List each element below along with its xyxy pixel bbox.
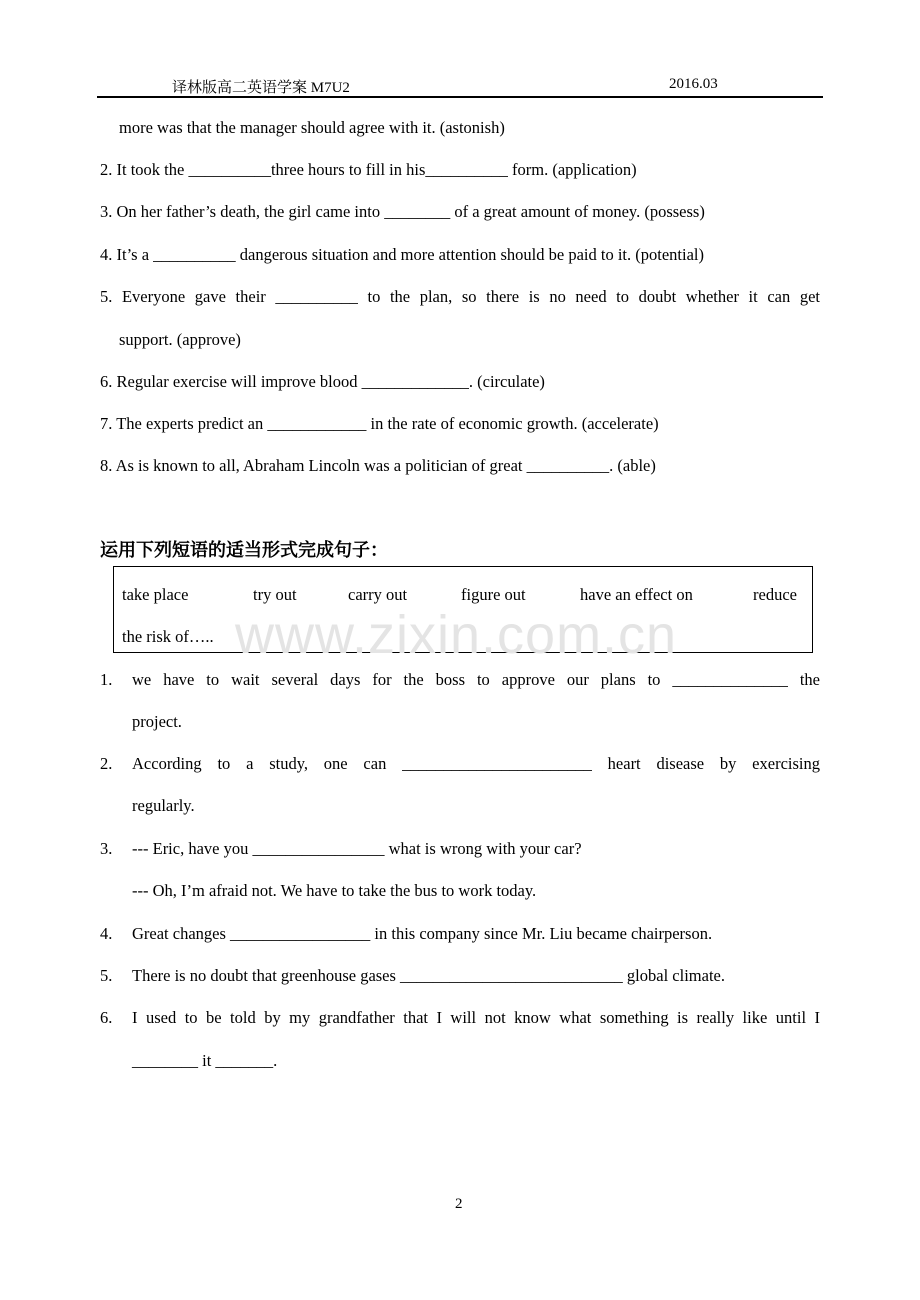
sentence-1-continued: project.	[132, 712, 182, 731]
question-6: 6. Regular exercise will improve blood _____________. (circulate)	[100, 372, 545, 391]
item-number: 5.	[100, 966, 113, 985]
question-8: 8. As is known to all, Abraham Lincoln was a politician of great __________. (able)	[100, 456, 656, 475]
sentence-2: According to a study, one can _______________________ heart disease by exercising	[132, 754, 820, 773]
item-number: 3.	[100, 839, 113, 858]
phrase: figure out	[461, 585, 526, 604]
question-4: 4. It’s a __________ dangerous situation and more attention should be paid to it. (potential)	[100, 245, 704, 264]
phrase: have an effect on	[580, 585, 693, 604]
sentence-6-continued: ________ it _______.	[132, 1051, 278, 1070]
question-3: 3. On her father’s death, the girl came into ________ of a great amount of money. (possess)	[100, 202, 705, 221]
page-number: 2	[455, 1196, 463, 1212]
question-2: 2. It took the __________three hours to fill in his__________ form. (application)	[100, 160, 637, 179]
header-rule	[97, 96, 823, 98]
item-number: 4.	[100, 924, 113, 943]
item-number: 2.	[100, 754, 113, 773]
phrase: carry out	[348, 585, 408, 604]
phrase: reduce	[753, 585, 797, 604]
header-title: 译林版高二英语学案 M7U2	[172, 80, 350, 96]
question-continuation: more was that the manager should agree with it. (astonish)	[119, 118, 505, 137]
sentence-1: we have to wait several days for the boss to approve our plans to ______________ the	[132, 670, 820, 689]
phrase: take place	[122, 585, 189, 604]
item-number: 1.	[100, 670, 113, 689]
sentence-3: --- Eric, have you ________________ what is wrong with your car?	[132, 839, 582, 858]
question-5-continued: support. (approve)	[119, 330, 241, 349]
phrase: try out	[253, 585, 297, 604]
sentence-3-reply: --- Oh, I’m afraid not. We have to take the bus to work today.	[132, 881, 537, 900]
header-date: 2016.03	[669, 76, 718, 92]
question-5: 5. Everyone gave their __________ to the plan, so there is no need to doubt whether it can get	[100, 287, 820, 306]
watermark: www.zixin.com.cn	[235, 605, 678, 665]
sentence-5: There is no doubt that greenhouse gases ___________________________ global climate.	[132, 966, 725, 985]
question-7: 7. The experts predict an ____________ in the rate of economic growth. (accelerate)	[100, 414, 659, 433]
sentence-4: Great changes _________________ in this company since Mr. Liu became chairperson.	[132, 924, 713, 943]
section-heading: 运用下列短语的适当形式完成句子：	[100, 540, 388, 561]
sentence-6: I used to be told by my grandfather that I will not know what something is really like until I	[132, 1008, 820, 1027]
phrase: the risk of…..	[122, 627, 214, 646]
sentence-2-continued: regularly.	[132, 796, 195, 815]
item-number: 6.	[100, 1008, 113, 1027]
